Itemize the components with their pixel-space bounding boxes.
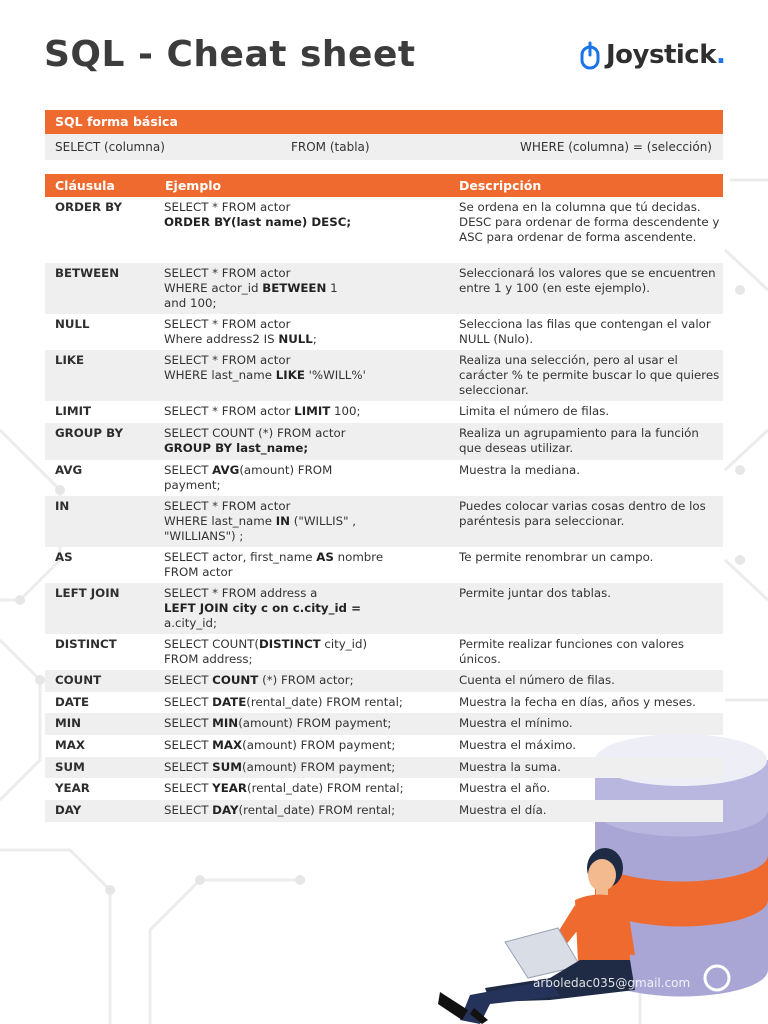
brand-logo: [580, 38, 725, 72]
example-cell: SELECT * FROM actor ORDER BY(last name) DESC;: [164, 200, 352, 229]
table-row: [45, 263, 723, 314]
table-row: [45, 350, 723, 401]
example-cell: SELECT * FROM address a LEFT JOIN city c on c.city_id = a.city_id;: [164, 586, 361, 630]
description-cell: Muestra la fecha en días, años y meses.: [459, 695, 696, 709]
person-figure: [438, 848, 635, 1024]
description-cell: Permite realizar funciones con valores únicos.: [459, 637, 684, 666]
example-cell: SELECT * FROM actor Where address2 IS NULL;: [164, 317, 317, 346]
table-row: [45, 634, 723, 670]
clause-cell: NULL: [55, 317, 90, 331]
example-cell: SELECT DAY(rental_date) FROM rental;: [164, 803, 396, 817]
description-cell: Realiza una selección, pero al usar el carácter % te permite buscar lo que quieres seleccionar.: [459, 353, 720, 397]
table-row: [45, 197, 723, 263]
description-cell: Cuenta el número de filas.: [459, 673, 615, 687]
description-cell: Muestra la mediana.: [459, 463, 580, 477]
basic-where: WHERE (columna) = (selección): [520, 140, 712, 154]
table-row: [45, 778, 723, 800]
description-cell: Muestra la suma.: [459, 760, 561, 774]
table-row: [45, 496, 723, 547]
example-cell: SELECT COUNT (*) FROM actor GROUP BY last_name;: [164, 426, 346, 455]
example-cell: SELECT actor, first_name AS nombre FROM actor: [164, 550, 384, 579]
basic-form-row: [45, 134, 723, 160]
description-cell: Seleccionará los valores que se encuentren entre 1 y 100 (en este ejemplo).: [459, 266, 716, 295]
example-cell: SELECT * FROM actor WHERE last_name IN ("WILLIS" , "WILLIANS") ;: [164, 499, 357, 543]
description-cell: Te permite renombrar un campo.: [459, 550, 654, 564]
clause-cell: LIKE: [55, 353, 85, 367]
example-cell: SELECT SUM(amount) FROM payment;: [164, 760, 396, 774]
clause-cell: SUM: [55, 760, 85, 774]
header-example: Ejemplo: [165, 178, 222, 193]
example-cell: SELECT * FROM actor WHERE last_name LIKE '%WILL%': [164, 353, 366, 382]
clause-cell: MIN: [55, 716, 82, 730]
clause-cell: DAY: [55, 803, 82, 817]
example-cell: SELECT COUNT (*) FROM actor;: [164, 673, 354, 687]
clause-cell: LIMIT: [55, 404, 92, 418]
description-cell: Muestra el año.: [459, 781, 551, 795]
header-clause: Cláusula: [55, 178, 115, 193]
example-cell: SELECT * FROM actor WHERE actor_id BETWEEN 1 and 100;: [164, 266, 338, 310]
table-row: [45, 800, 723, 822]
clause-cell: YEAR: [55, 781, 90, 795]
basic-form-box: [45, 110, 723, 160]
clause-cell: AVG: [55, 463, 83, 477]
example-cell: SELECT MAX(amount) FROM payment;: [164, 738, 396, 752]
table-row: [45, 583, 723, 634]
example-cell: SELECT DATE(rental_date) FROM rental;: [164, 695, 403, 709]
clause-table: [45, 174, 723, 822]
basic-from: FROM (tabla): [291, 140, 370, 154]
clause-cell: DISTINCT: [55, 637, 117, 651]
clause-cell: AS: [55, 550, 73, 564]
description-cell: Permite juntar dos tablas.: [459, 586, 612, 600]
description-cell: Selecciona las filas que contengan el valor NULL (Nulo).: [459, 317, 711, 346]
example-cell: SELECT COUNT(DISTINCT city_id) FROM address;: [164, 637, 368, 666]
table-header: [45, 174, 723, 197]
clause-cell: COUNT: [55, 673, 102, 687]
example-cell: SELECT MIN(amount) FROM payment;: [164, 716, 392, 730]
example-cell: SELECT * FROM actor LIMIT 100;: [164, 404, 361, 418]
table-row: [45, 423, 723, 460]
table-row: [45, 713, 723, 735]
clause-cell: ORDER BY: [55, 200, 123, 214]
table-row: [45, 547, 723, 583]
description-cell: Muestra el mínimo.: [459, 716, 573, 730]
table-row: [45, 401, 723, 423]
description-cell: Se ordena en la columna que tú decidas. DESC para ordenar de forma descendente y ASC para ordenar de forma ascendente.: [459, 200, 720, 244]
table-row: [45, 735, 723, 757]
brand-name: Joystick: [606, 40, 717, 70]
description-cell: Realiza un agrupamiento para la función que deseas utilizar.: [459, 426, 699, 455]
clause-cell: LEFT JOIN: [55, 586, 120, 600]
clause-cell: DATE: [55, 695, 90, 709]
description-cell: Limita el número de filas.: [459, 404, 610, 418]
table-row: [45, 757, 723, 778]
table-body: [45, 197, 723, 822]
watermark-email: arboledac035@gmail.com: [533, 976, 691, 990]
description-cell: Muestra el día.: [459, 803, 547, 817]
table-row: [45, 460, 723, 496]
table-row: [45, 692, 723, 713]
example-cell: SELECT YEAR(rental_date) FROM rental;: [164, 781, 404, 795]
example-cell: SELECT AVG(amount) FROM payment;: [164, 463, 333, 492]
joystick-icon: [580, 40, 600, 70]
basic-form-title: SQL forma básica: [45, 110, 723, 134]
description-cell: Muestra el máximo.: [459, 738, 577, 752]
clause-cell: IN: [55, 499, 70, 513]
brand-dot: .: [716, 40, 726, 70]
clause-cell: GROUP BY: [55, 426, 124, 440]
header-description: Descripción: [459, 178, 542, 193]
page-title: SQL - Cheat sheet: [44, 34, 416, 75]
clause-cell: BETWEEN: [55, 266, 120, 280]
basic-select: SELECT (columna): [55, 140, 165, 154]
description-cell: Puedes colocar varias cosas dentro de los paréntesis para seleccionar.: [459, 499, 706, 528]
table-row: [45, 670, 723, 692]
clause-cell: MAX: [55, 738, 85, 752]
table-row: [45, 314, 723, 350]
